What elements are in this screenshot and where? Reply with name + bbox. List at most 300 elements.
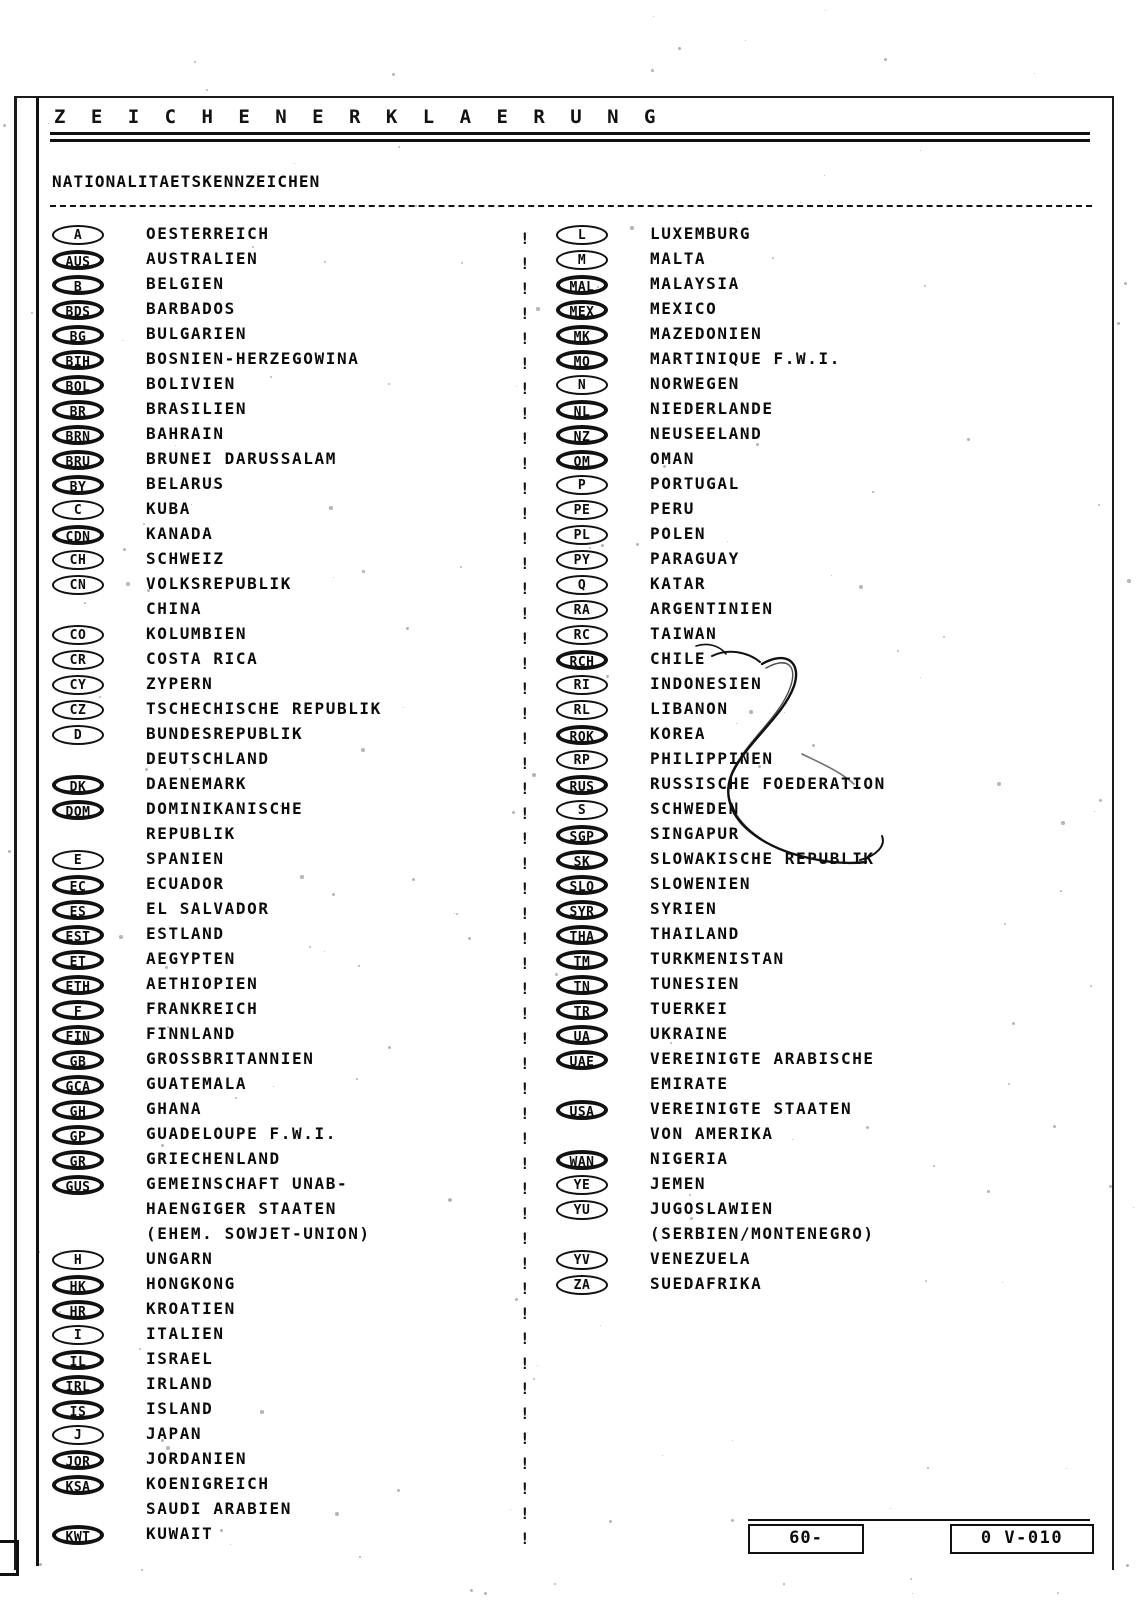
separator-mark: ! xyxy=(520,1454,530,1473)
country-name: SLOWENIEN xyxy=(650,874,752,893)
country-name: BRASILIEN xyxy=(146,399,248,418)
country-name: COSTA RICA xyxy=(146,649,259,668)
country-code-badge: IRL xyxy=(52,1375,104,1395)
country-name: CHILE xyxy=(650,649,707,668)
country-name: REPUBLIK xyxy=(146,824,236,843)
country-code-entry xyxy=(556,649,1026,674)
country-code-badge: BG xyxy=(52,325,104,345)
country-name: BULGARIEN xyxy=(146,324,248,343)
separator-mark: ! xyxy=(520,804,530,823)
country-name: EMIRATE xyxy=(650,1074,729,1093)
country-code-badge: Q xyxy=(556,575,608,595)
country-code-badge: BRN xyxy=(52,425,104,445)
country-name: TURKMENISTAN xyxy=(650,949,785,968)
country-name: ESTLAND xyxy=(146,924,225,943)
country-code-badge: PY xyxy=(556,550,608,570)
country-code-badge: RA xyxy=(556,600,608,620)
country-code-badge: RL xyxy=(556,700,608,720)
separator-mark: ! xyxy=(520,1079,530,1098)
country-code-badge: F xyxy=(52,1000,104,1020)
separator-mark: ! xyxy=(520,1229,530,1248)
country-code-badge: YV xyxy=(556,1250,608,1270)
country-code-entry xyxy=(556,1049,1026,1074)
separator-mark: ! xyxy=(520,604,530,623)
country-code-entry xyxy=(556,974,1026,999)
country-name: JORDANIEN xyxy=(146,1449,248,1468)
separator-mark: ! xyxy=(520,854,530,873)
country-name: NEUSEELAND xyxy=(650,424,763,443)
country-name: BARBADOS xyxy=(146,299,236,318)
separator-mark: ! xyxy=(520,954,530,973)
country-name: SINGAPUR xyxy=(650,824,740,843)
country-name: EL SALVADOR xyxy=(146,899,270,918)
separator-mark: ! xyxy=(520,704,530,723)
country-code-entry xyxy=(52,624,522,649)
separator-mark: ! xyxy=(520,1004,530,1023)
country-code-badge: YE xyxy=(556,1175,608,1195)
country-code-badge: M xyxy=(556,250,608,270)
country-code-badge: NZ xyxy=(556,425,608,445)
country-name: CHINA xyxy=(146,599,203,618)
country-name: TUERKEI xyxy=(650,999,729,1018)
country-name: GROSSBRITANNIEN xyxy=(146,1049,315,1068)
country-code-badge: NL xyxy=(556,400,608,420)
country-code-badge: EC xyxy=(52,875,104,895)
country-code-entry xyxy=(52,649,522,674)
country-code-badge: BY xyxy=(52,475,104,495)
title-rule-top xyxy=(50,132,1090,135)
country-code-badge: GCA xyxy=(52,1075,104,1095)
country-name: NIEDERLANDE xyxy=(650,399,774,418)
country-name: HONGKONG xyxy=(146,1274,236,1293)
country-code-entry xyxy=(52,399,522,424)
country-name: SYRIEN xyxy=(650,899,718,918)
country-code-entry xyxy=(52,874,522,899)
country-code-entry xyxy=(52,1399,522,1424)
country-name: PORTUGAL xyxy=(650,474,740,493)
country-name: OMAN xyxy=(650,449,695,468)
country-code-entry xyxy=(556,1099,1026,1124)
country-code-entry xyxy=(52,1299,522,1324)
country-code-badge: MQ xyxy=(556,350,608,370)
country-code-entry xyxy=(556,1124,1026,1149)
country-code-entry xyxy=(556,574,1026,599)
country-code-badge: KSA xyxy=(52,1475,104,1495)
country-code-entry xyxy=(556,1249,1026,1274)
separator-mark: ! xyxy=(520,679,530,698)
country-code-badge: GB xyxy=(52,1050,104,1070)
country-name: NIGERIA xyxy=(650,1149,729,1168)
country-code-badge: RP xyxy=(556,750,608,770)
country-code-badge: BRU xyxy=(52,450,104,470)
separator-mark: ! xyxy=(520,1104,530,1123)
separator-mark: ! xyxy=(520,779,530,798)
separator-mark: ! xyxy=(520,1154,530,1173)
country-code-badge: GR xyxy=(52,1150,104,1170)
separator-mark: ! xyxy=(520,1504,530,1523)
separator-mark: ! xyxy=(520,829,530,848)
separator-mark: ! xyxy=(520,1129,530,1148)
country-code-entry xyxy=(556,474,1026,499)
separator-mark: ! xyxy=(520,1054,530,1073)
country-code-entry xyxy=(52,474,522,499)
country-code-entry xyxy=(52,524,522,549)
separator-mark: ! xyxy=(520,354,530,373)
country-code-entry xyxy=(52,949,522,974)
country-name: (SERBIEN/MONTENEGRO) xyxy=(650,1224,875,1243)
separator-mark: ! xyxy=(520,504,530,523)
country-code-entry xyxy=(556,724,1026,749)
country-code-badge: A xyxy=(52,225,104,245)
corner-registration-mark xyxy=(0,1540,19,1576)
country-code-entry xyxy=(52,1099,522,1124)
country-name: BUNDESREPUBLIK xyxy=(146,724,304,743)
country-name: DAENEMARK xyxy=(146,774,248,793)
country-name: KROATIEN xyxy=(146,1299,236,1318)
separator-mark: ! xyxy=(520,754,530,773)
country-code-badge: I xyxy=(52,1325,104,1345)
country-code-entry xyxy=(52,799,522,824)
country-code-entry xyxy=(52,1524,522,1549)
country-code-entry xyxy=(52,1499,522,1524)
section-heading: NATIONALITAETSKENNZEICHEN xyxy=(52,172,321,191)
country-code-badge: N xyxy=(556,375,608,395)
separator-mark: ! xyxy=(520,629,530,648)
country-code-entry xyxy=(52,349,522,374)
country-code-entry xyxy=(52,974,522,999)
country-name: AETHIOPIEN xyxy=(146,974,259,993)
country-code-entry xyxy=(52,1449,522,1474)
separator-mark: ! xyxy=(520,1404,530,1423)
country-name: VEREINIGTE ARABISCHE xyxy=(650,1049,875,1068)
country-code-entry xyxy=(556,1274,1026,1299)
country-code-entry xyxy=(52,249,522,274)
country-code-entry xyxy=(52,499,522,524)
country-code-badge: ROK xyxy=(556,725,608,745)
country-name: GUADELOUPE F.W.I. xyxy=(146,1124,337,1143)
country-code-entry xyxy=(556,849,1026,874)
country-code-badge: MAL xyxy=(556,275,608,295)
country-code-entry xyxy=(52,899,522,924)
country-name: KUWAIT xyxy=(146,1524,214,1543)
country-code-entry xyxy=(52,1474,522,1499)
country-code-badge: BR xyxy=(52,400,104,420)
country-code-badge: B xyxy=(52,275,104,295)
country-code-badge: TR xyxy=(556,1000,608,1020)
country-code-badge: YU xyxy=(556,1200,608,1220)
country-code-badge: H xyxy=(52,1250,104,1270)
country-code-entry xyxy=(52,849,522,874)
country-name: BOLIVIEN xyxy=(146,374,236,393)
country-code-entry xyxy=(556,749,1026,774)
country-code-entry xyxy=(556,674,1026,699)
country-code-badge: TN xyxy=(556,975,608,995)
country-code-entry xyxy=(52,699,522,724)
country-code-entry xyxy=(52,324,522,349)
country-name: OESTERREICH xyxy=(146,224,270,243)
country-name: ZYPERN xyxy=(146,674,214,693)
separator-mark: ! xyxy=(520,579,530,598)
country-code-entry xyxy=(52,224,522,249)
country-code-badge: SLO xyxy=(556,875,608,895)
country-code-entry xyxy=(52,824,522,849)
country-name: NORWEGEN xyxy=(650,374,740,393)
separator-mark: ! xyxy=(520,904,530,923)
country-name: FINNLAND xyxy=(146,1024,236,1043)
country-code-entry xyxy=(556,424,1026,449)
separator-mark: ! xyxy=(520,979,530,998)
country-name: MAZEDONIEN xyxy=(650,324,763,343)
country-code-entry xyxy=(556,799,1026,824)
country-code-entry xyxy=(556,549,1026,574)
country-name: VENEZUELA xyxy=(650,1249,752,1268)
country-name: HAENGIGER STAATEN xyxy=(146,1199,337,1218)
country-name: TUNESIEN xyxy=(650,974,740,993)
country-code-entry xyxy=(52,424,522,449)
country-code-entry xyxy=(556,399,1026,424)
country-code-entry xyxy=(52,1024,522,1049)
country-code-entry xyxy=(52,1074,522,1099)
country-name: THAILAND xyxy=(650,924,740,943)
country-name: MEXICO xyxy=(650,299,718,318)
country-code-entry xyxy=(556,1074,1026,1099)
country-code-entry xyxy=(556,524,1026,549)
country-name: FRANKREICH xyxy=(146,999,259,1018)
country-name: GRIECHENLAND xyxy=(146,1149,281,1168)
country-code-badge: IS xyxy=(52,1400,104,1420)
country-code-entry xyxy=(52,999,522,1024)
separator-mark: ! xyxy=(520,1329,530,1348)
title-rule-bottom xyxy=(50,139,1090,142)
country-code-entry xyxy=(52,1199,522,1224)
country-code-entry xyxy=(52,924,522,949)
country-code-badge: JOR xyxy=(52,1450,104,1470)
country-name: DOMINIKANISCHE xyxy=(146,799,304,818)
country-code-badge: RI xyxy=(556,675,608,695)
country-code-entry xyxy=(556,949,1026,974)
column-separator-marks xyxy=(520,226,530,1551)
separator-mark: ! xyxy=(520,404,530,423)
country-code-badge: PE xyxy=(556,500,608,520)
country-code-entry xyxy=(52,774,522,799)
separator-mark: ! xyxy=(520,1179,530,1198)
footer-page-number: 60- xyxy=(748,1524,864,1554)
country-code-badge: ETH xyxy=(52,975,104,995)
country-name: LIBANON xyxy=(650,699,729,718)
country-code-badge: EST xyxy=(52,925,104,945)
country-code-badge: ZA xyxy=(556,1275,608,1295)
country-code-entry xyxy=(52,1349,522,1374)
country-code-badge: BIH xyxy=(52,350,104,370)
country-code-badge: WAN xyxy=(556,1150,608,1170)
country-name: KOREA xyxy=(650,724,707,743)
country-code-entry xyxy=(556,224,1026,249)
country-name: MALAYSIA xyxy=(650,274,740,293)
country-code-badge: DK xyxy=(52,775,104,795)
country-code-entry xyxy=(52,274,522,299)
country-code-entry xyxy=(556,899,1026,924)
country-code-entry xyxy=(52,674,522,699)
country-code-entry xyxy=(556,874,1026,899)
country-name: KUBA xyxy=(146,499,191,518)
country-code-badge: P xyxy=(556,475,608,495)
country-code-badge: SGP xyxy=(556,825,608,845)
country-code-entry xyxy=(52,574,522,599)
country-code-entry xyxy=(556,349,1026,374)
country-name: KOLUMBIEN xyxy=(146,624,248,643)
section-dashed-rule xyxy=(50,205,1092,207)
country-code-entry xyxy=(556,774,1026,799)
country-code-badge: CR xyxy=(52,650,104,670)
country-code-badge: E xyxy=(52,850,104,870)
separator-mark: ! xyxy=(520,1304,530,1323)
country-name: VON AMERIKA xyxy=(650,1124,774,1143)
country-code-entry xyxy=(556,249,1026,274)
country-code-badge: FIN xyxy=(52,1025,104,1045)
country-name: POLEN xyxy=(650,524,707,543)
country-code-badge: HK xyxy=(52,1275,104,1295)
country-code-badge: CDN xyxy=(52,525,104,545)
country-name: PARAGUAY xyxy=(650,549,740,568)
separator-mark: ! xyxy=(520,479,530,498)
country-name: SLOWAKISCHE REPUBLIK xyxy=(650,849,875,868)
footer-rule xyxy=(748,1519,1090,1521)
country-code-entry xyxy=(556,324,1026,349)
country-code-badge: KWT xyxy=(52,1525,104,1545)
country-name: BRUNEI DARUSSALAM xyxy=(146,449,337,468)
country-name: PHILIPPINEN xyxy=(650,749,774,768)
country-name: BELARUS xyxy=(146,474,225,493)
country-code-entry xyxy=(52,1124,522,1149)
country-code-badge: GUS xyxy=(52,1175,104,1195)
country-name: PERU xyxy=(650,499,695,518)
country-name: AEGYPTEN xyxy=(146,949,236,968)
country-name: AUSTRALIEN xyxy=(146,249,259,268)
country-code-badge: AUS xyxy=(52,250,104,270)
separator-mark: ! xyxy=(520,429,530,448)
country-name: ISRAEL xyxy=(146,1349,214,1368)
separator-mark: ! xyxy=(520,929,530,948)
separator-mark: ! xyxy=(520,304,530,323)
country-name: ARGENTINIEN xyxy=(650,599,774,618)
separator-mark: ! xyxy=(520,554,530,573)
country-code-badge: UA xyxy=(556,1025,608,1045)
country-name: GHANA xyxy=(146,1099,203,1118)
country-code-entry xyxy=(556,449,1026,474)
separator-mark: ! xyxy=(520,729,530,748)
country-code-badge: TM xyxy=(556,950,608,970)
country-code-badge: CZ xyxy=(52,700,104,720)
country-name: MALTA xyxy=(650,249,707,268)
country-code-badge: GP xyxy=(52,1125,104,1145)
separator-mark: ! xyxy=(520,279,530,298)
country-code-entry xyxy=(556,1149,1026,1174)
country-code-badge: THA xyxy=(556,925,608,945)
country-name: INDONESIEN xyxy=(650,674,763,693)
country-code-entry xyxy=(52,1424,522,1449)
country-code-badge: D xyxy=(52,725,104,745)
country-name: BOSNIEN-HERZEGOWINA xyxy=(146,349,360,368)
separator-mark: ! xyxy=(520,529,530,548)
country-code-entry xyxy=(556,1224,1026,1249)
country-code-badge: GH xyxy=(52,1100,104,1120)
country-code-entry xyxy=(556,599,1026,624)
country-code-entry xyxy=(52,1224,522,1249)
country-code-badge: ES xyxy=(52,900,104,920)
country-code-entry xyxy=(52,1174,522,1199)
country-code-entry xyxy=(556,299,1026,324)
country-code-badge: BDS xyxy=(52,300,104,320)
separator-mark: ! xyxy=(520,1354,530,1373)
separator-mark: ! xyxy=(520,254,530,273)
country-name: (EHEM. SOWJET-UNION) xyxy=(146,1224,371,1243)
separator-mark: ! xyxy=(520,1204,530,1223)
country-code-badge: DOM xyxy=(52,800,104,820)
country-name: LUXEMBURG xyxy=(650,224,752,243)
country-code-badge: BOL xyxy=(52,375,104,395)
country-code-badge: CH xyxy=(52,550,104,570)
country-code-badge: IL xyxy=(52,1350,104,1370)
separator-mark: ! xyxy=(520,1529,530,1548)
country-name: JEMEN xyxy=(650,1174,707,1193)
country-code-entry xyxy=(556,624,1026,649)
country-name: VOLKSREPUBLIK xyxy=(146,574,293,593)
separator-mark: ! xyxy=(520,1429,530,1448)
country-code-badge: RUS xyxy=(556,775,608,795)
country-code-entry xyxy=(52,1249,522,1274)
separator-mark: ! xyxy=(520,1029,530,1048)
country-code-entry xyxy=(52,449,522,474)
country-code-entry xyxy=(52,374,522,399)
country-name: BAHRAIN xyxy=(146,424,225,443)
country-code-entry xyxy=(556,499,1026,524)
country-code-badge: HR xyxy=(52,1300,104,1320)
country-code-entry xyxy=(52,749,522,774)
country-name: SCHWEDEN xyxy=(650,799,740,818)
country-name: ISLAND xyxy=(146,1399,214,1418)
separator-mark: ! xyxy=(520,329,530,348)
country-code-entry xyxy=(556,374,1026,399)
country-name: UKRAINE xyxy=(650,1024,729,1043)
country-code-entry xyxy=(556,699,1026,724)
country-name: GEMEINSCHAFT UNAB- xyxy=(146,1174,349,1193)
country-name: TSCHECHISCHE REPUBLIK xyxy=(146,699,382,718)
country-name: JAPAN xyxy=(146,1424,203,1443)
country-name: JUGOSLAWIEN xyxy=(650,1199,774,1218)
country-code-badge: CY xyxy=(52,675,104,695)
country-code-badge: SYR xyxy=(556,900,608,920)
country-code-badge: CN xyxy=(52,575,104,595)
country-name: SUEDAFRIKA xyxy=(650,1274,763,1293)
country-code-badge: MEX xyxy=(556,300,608,320)
country-name: BELGIEN xyxy=(146,274,225,293)
country-code-list-left xyxy=(52,224,522,1549)
country-code-entry xyxy=(556,274,1026,299)
country-code-badge: MK xyxy=(556,325,608,345)
country-name: RUSSISCHE FOEDERATION xyxy=(650,774,886,793)
country-code-entry xyxy=(556,1199,1026,1224)
country-name: TAIWAN xyxy=(650,624,718,643)
country-code-badge: PL xyxy=(556,525,608,545)
country-name: MARTINIQUE F.W.I. xyxy=(650,349,841,368)
country-code-entry xyxy=(556,999,1026,1024)
separator-mark: ! xyxy=(520,454,530,473)
page-title: Z E I C H E N E R K L A E R U N G xyxy=(54,106,663,128)
country-code-entry xyxy=(52,1049,522,1074)
country-code-badge: RC xyxy=(556,625,608,645)
separator-mark: ! xyxy=(520,1379,530,1398)
country-code-entry xyxy=(52,1324,522,1349)
